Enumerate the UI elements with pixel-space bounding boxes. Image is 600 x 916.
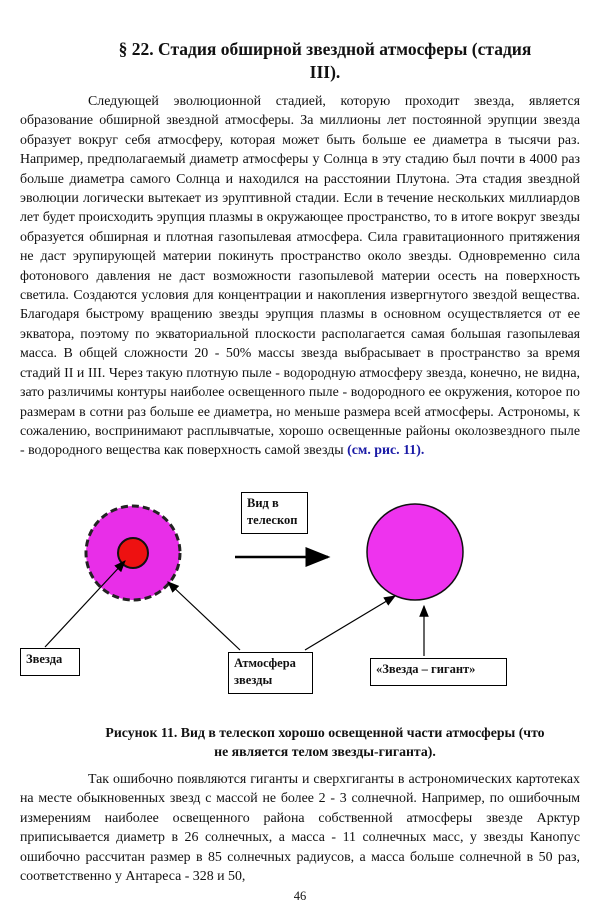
page-number: 46 (293, 889, 307, 903)
figure-reference-link[interactable]: (см. рис. 11). (347, 443, 425, 459)
paragraph-second (20, 770, 580, 886)
label-view-box: Вид в телескоп (241, 492, 308, 534)
figure-caption-line2: не является телом звезды-гиганта). (214, 744, 436, 759)
paragraph-main (20, 92, 580, 461)
giant-circle (367, 504, 463, 600)
label-atmosphere-box: Атмосфера звезды (228, 652, 313, 694)
paragraph-main-text: Следующей эволюционной стадией, которую проходит звезда, является образование обширной звездной атмосферы. За миллионы лет постоянной эрупции звезда образует вокруг себя атмосферу, которая может быть больше ее диаметра в тысячи раз. Например, предполагаемый диаметр атмосферы у Солнца в эту стадию был почти в 4000 раз больше диаметра самого Солнца и находился на расстоянии Плутона. Эта стадия звездной эволюции логически вытекает из эруптивной стадии. Если в течение нескольких миллиардов лет будет происходить эрупция плазмы в окружающее пространство, то в итоге вокруг звезды образуется обширная и плотная газопылевая атмосфера. Сила гравитационного притяжения не даст эрупирующей материи покинуть пространство около звезды. Одновременно сила фотонового давления не даст возможности газопылевой материи осесть на поверхность светила. Создаются условия для концентрации и накопления извергнутого звездой вещества. Благодаря быстрому вращению звезды эрупция плазмы в основном осуществляется от ее экватора, поэтому по экваториальной плоскости располагается самая большая газопылевая масса. В общей сложности 20 - 50% массы звезда выбрасывает в пространство за время стадий II и III. Через такую плотную пыле - водородную атмосферу звезда, конечно, не видна, зато различимы контуры наиболее освещенного пыле - водородного ее окружения, которое по размерам в сотни раз больше ее диаметра, но меньше размера всей атмосферы. Астрономы, к сожалению, воспринимают расплывчатые, хорошо освещенные районы околозвездного пыле - водородного вещества как поверхность самой звезды (20, 94, 580, 459)
atmosphere-pointer-arrow-right (305, 596, 395, 650)
label-giant-box: «Звезда – гигант» (370, 658, 507, 686)
section-heading (60, 38, 590, 84)
atmosphere-pointer-arrow-left (168, 582, 240, 650)
star-pointer-arrow (45, 561, 125, 647)
label-star-box: Звезда (20, 648, 80, 676)
figure-11 (0, 470, 600, 710)
paragraph-second-text: Так ошибочно появляются гиганты и сверхгиганты в астрономических картотеках на месте обыкновенных звезд с массой не более 2 - 3 солнечной. Например, по ошибочным измерениям наиболее освещенного района собственной атмосферы звезде Арктур приписывается диаметр в 26 солнечных, а масса - 11 солнечных масс, у звезды Канопус ошибочно рассчитан размер в 85 солнечных радиусов, а масса больше солнечной в 50 раз, соответственно у Антареса - 328 и 50, (20, 772, 580, 885)
section-heading-line2: III). (309, 62, 341, 82)
figure-caption (60, 723, 590, 761)
section-heading-line1: § 22. Стадия обширной звездной атмосферы (стадия (118, 39, 532, 59)
figure-caption-line1: Рисунок 11. Вид в телескоп хорошо освещенной части атмосферы (что (105, 725, 545, 740)
